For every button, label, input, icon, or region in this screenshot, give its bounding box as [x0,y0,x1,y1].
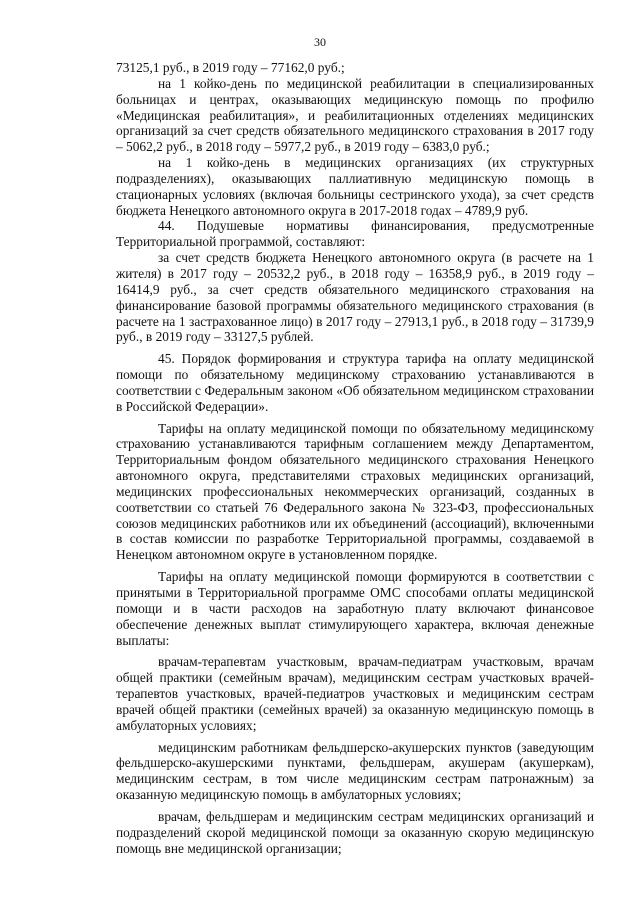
document-body [116,60,594,857]
paragraph-continuation: 73125,1 руб., в 2019 году – 77162,0 руб.; [116,60,345,75]
paragraph-tariff-formation: Тарифы на оплату медицинской помощи формируются в соответствии с принятыми в Территориальной программе ОМС способами оплаты медицинской помощи и в части расходов на заработную плату включают финансовое обеспечение денежных выплат стимулирующего характера, включая денежные выплаты: [116,569,594,648]
paragraph-item-45: 45. Порядок формирования и структура тарифа на оплату медицинской помощи по обязательному медицинскому страхованию устанавливаются в соответствии с Федеральным законом «Об обязательном медицинском страховании в Российской Федерации». [116,351,594,414]
paragraph-payments-emergency: врачам, фельдшерам и медицинским сестрам медицинских организаций и подразделений скорой медицинской помощи за оказанную скорую медицинскую помощь вне медицинской организации; [116,808,594,856]
paragraph-per-capita-norms: за счет средств бюджета Ненецкого автономного округа (в расчете на 1 жителя) в 2017 году – 20532,2 руб., в 2018 году – 16358,9 руб., в 2019 году – 16414,9 руб., за счет средств обязательного медицинского страхования на финансирование базовой программы обязательного медицинского страхования (в расчете на 1 застрахованное лицо) в 2017 году – 27913,1 руб., в 2018 году – 31739,9 руб., в 2019 году – 33127,5 рублей. [116,250,594,345]
paragraph-item-44: 44. Подушевые нормативы финансирования, предусмотренные Территориальной программой, составляют: [116,218,594,250]
page-number: 30 [314,35,326,49]
paragraph-payments-fap: медицинским работникам фельдшерско-акушерских пунктов (заведующим фельдшерско-акушерскими пунктами, фельдшерам, акушерам (акушеркам), медицинским сестрам, в том числе медицинским сестрам патронажным) за оказанную медицинскую помощь в амбулаторных условиях; [116,739,594,803]
paragraph-rehab-bed-day: на 1 койко-день по медицинской реабилитации в специализированных больницах и центрах, оказывающих медицинскую помощь по профилю «Медицинская реабилитация», и реабилитационных отделениях медицинских организаций за счет средств обязательного медицинского страхования в 2017 году – 5062,2 руб., в 2018 году – 5977,2 руб., в 2019 году – 6383,0 руб.; [116,75,594,155]
paragraph-tariff-agreement: Тарифы на оплату медицинской помощи по обязательному медицинскому страхованию устанавливаются тарифным соглашением между Департаментом, Территориальным фондом обязательного медицинского страхования Ненецкого автономного округа, представителями страховых медицинских организаций, медицинских профессиональных некоммерческих организаций, созданных в соответствии со статьей 76 Федерального закона № 323-ФЗ, профессиональных союзов медицинских работников или их объединений (ассоциаций), включенными в состав комиссии по разработке Территориальной программы, создаваемой в Ненецком автономном округе в установленном порядке. [116,420,594,563]
paragraph-palliative-bed-day: на 1 койко-день в медицинских организациях (их структурных подразделениях), оказывающих паллиативную медицинскую помощь в стационарных условиях (включая больницы сестринского ухода), за счет средств бюджета Ненецкого автономного округа в 2017-2018 годах – 4789,9 руб. [116,155,594,218]
paragraph-payments-physicians: врачам-терапевтам участковым, врачам-педиатрам участковым, врачам общей практики (семейным врачам), медицинским сестрам участковых врачей-терапевтов участковых, врачей-педиатров участковых и медицинским сестрам врачей общей практики (семейных врачей) за оказанную медицинскую помощь в амбулаторных условиях; [116,654,594,733]
